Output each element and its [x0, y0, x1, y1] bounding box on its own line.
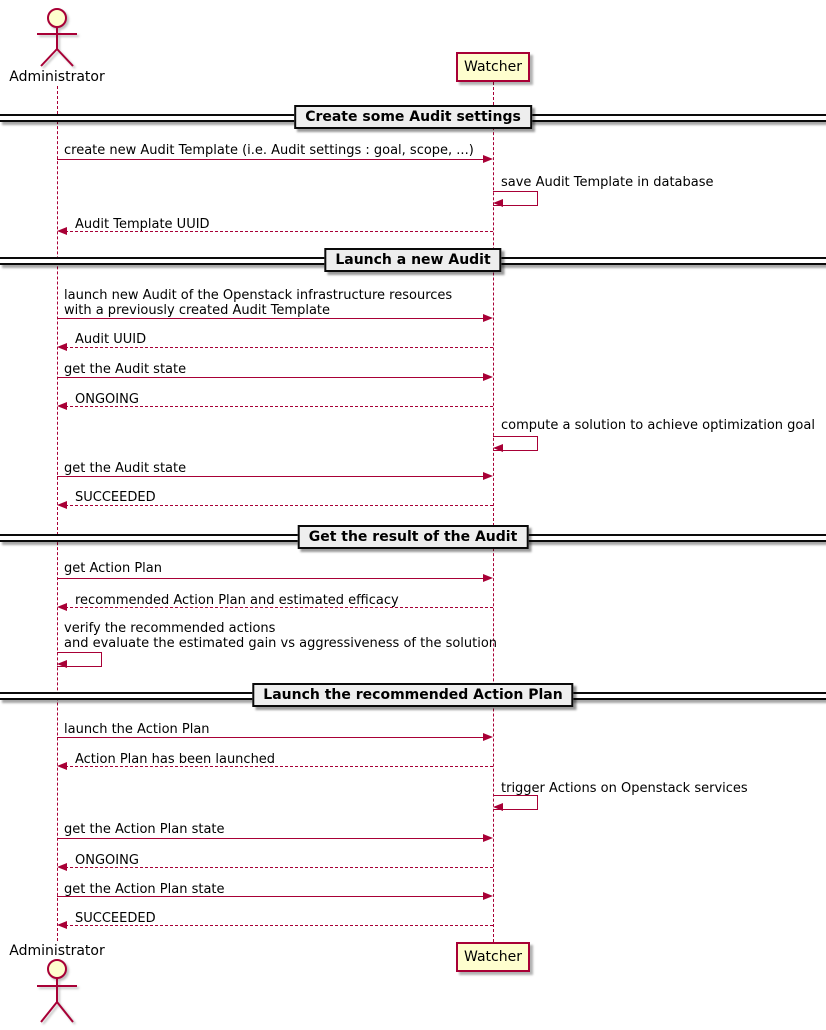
watcher-lifeline [493, 82, 494, 942]
message-text: compute a solution to achieve optimization goal [501, 418, 815, 433]
message-arrow [60, 607, 493, 608]
divider-get-audit-result [0, 525, 826, 551]
administrator-label-top: Administrator [9, 69, 105, 85]
message-text: ONGOING [75, 392, 139, 407]
message-text: get the Audit state [64, 461, 187, 476]
message-text: SUCCEEDED [75, 490, 156, 505]
administrator-lifeline [57, 86, 58, 941]
divider-label: Create some Audit settings [294, 105, 532, 129]
message-arrow [57, 838, 484, 839]
message-text: Audit Template UUID [75, 217, 210, 232]
arrowhead-left-icon [57, 603, 67, 611]
message-text: Action Plan has been launched [75, 752, 276, 767]
arrowhead-right-icon [483, 373, 493, 381]
divider-label: Get the result of the Audit [298, 525, 529, 549]
message-arrow [60, 867, 493, 868]
arrowhead-left-icon [57, 402, 67, 410]
message-text: with a previously created Audit Template [64, 303, 331, 318]
arrowhead-left-icon [57, 343, 67, 351]
arrowhead-right-icon [483, 314, 493, 322]
message-arrow [57, 476, 484, 477]
arrowhead-left-icon [57, 762, 67, 770]
arrowhead-left-icon [57, 863, 67, 871]
message-text: ONGOING [75, 853, 139, 868]
arrowhead-left-icon [57, 921, 67, 929]
message-text: get Action Plan [64, 561, 162, 576]
message-arrow [60, 347, 493, 348]
message-text: create new Audit Template (i.e. Audit settings : goal, scope, ...) [64, 143, 474, 158]
divider-label: Launch a new Audit [324, 248, 501, 272]
divider-create-audit-settings [0, 105, 826, 131]
arrowhead-right-icon [483, 472, 493, 480]
message-arrow [57, 377, 484, 378]
divider-launch-action-plan [0, 683, 826, 709]
administrator-label-bottom: Administrator [9, 943, 105, 959]
message-arrow [57, 159, 484, 160]
message-text: trigger Actions on Openstack services [501, 781, 748, 796]
message-arrow [60, 406, 493, 407]
arrowhead-right-icon [483, 834, 493, 842]
arrowhead-left-icon [57, 227, 67, 235]
arrowhead-right-icon [483, 892, 493, 900]
message-text: get the Action Plan state [64, 882, 225, 897]
message-arrow [57, 896, 484, 897]
arrowhead-left-icon [57, 501, 67, 509]
arrowhead-left-icon [57, 660, 67, 668]
message-arrow [60, 925, 493, 926]
message-arrow [60, 505, 493, 506]
message-text: and evaluate the estimated gain vs aggressiveness of the solution [64, 636, 498, 651]
watcher-box-top: Watcher [456, 52, 530, 82]
message-text: recommended Action Plan and estimated efficacy [75, 593, 399, 608]
message-arrow [60, 231, 493, 232]
divider-label: Launch the recommended Action Plan [252, 683, 573, 707]
message-arrow [57, 737, 484, 738]
divider-launch-new-audit [0, 248, 826, 274]
message-text: SUCCEEDED [75, 911, 156, 926]
message-text: launch new Audit of the Openstack infrastructure resources [64, 288, 453, 303]
arrowhead-left-icon [493, 444, 503, 452]
arrowhead-left-icon [493, 803, 503, 811]
arrowhead-right-icon [483, 733, 493, 741]
message-text: get the Action Plan state [64, 822, 225, 837]
message-text: launch the Action Plan [64, 722, 210, 737]
message-arrow [57, 578, 484, 579]
message-text: Audit UUID [75, 332, 147, 347]
message-text: save Audit Template in database [501, 175, 714, 190]
message-text: verify the recommended actions [64, 621, 276, 636]
message-text: get the Audit state [64, 362, 187, 377]
administrator-actor-icon [22, 956, 92, 1028]
arrowhead-right-icon [483, 155, 493, 163]
arrowhead-right-icon [483, 574, 493, 582]
message-arrow [60, 766, 493, 767]
message-arrow [57, 318, 484, 319]
arrowhead-left-icon [493, 199, 503, 207]
watcher-box-bottom: Watcher [456, 942, 530, 972]
administrator-actor-icon [22, 4, 92, 68]
